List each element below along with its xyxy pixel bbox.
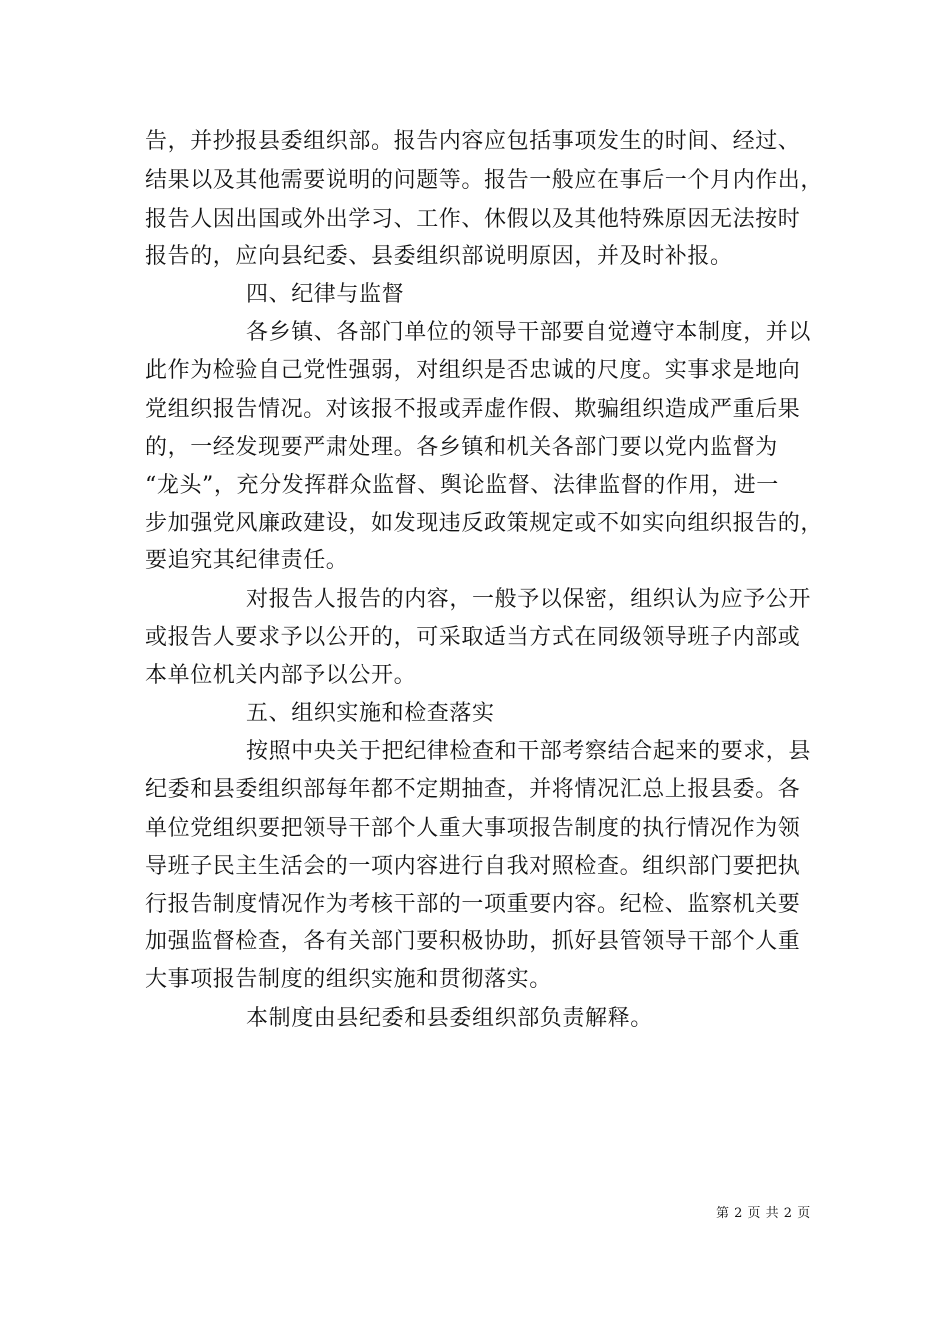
body-text-line: 本制度由县纪委和县委组织部负责解释。 — [246, 1006, 653, 1031]
body-text-line: “龙头”，充分发挥群众监督、舆论监督、法律监督的作用，进一 — [145, 473, 779, 498]
page-number-footer: 第 2 页 共 2 页 — [716, 1206, 811, 1221]
body-text-line: 报告的，应向县纪委、县委组织部说明原因，并及时补报。 — [145, 244, 733, 269]
body-text-line: 告，并抄报县委组织部。报告内容应包括事项发生的时间、经过、 — [145, 129, 801, 154]
body-text-line: 此作为检验自己党性强弱，对组织是否忠诚的尺度。实事求是地向 — [145, 358, 801, 383]
body-text-line: 或报告人要求予以公开的，可采取适当方式在同级领导班子内部或 — [145, 625, 801, 650]
section-heading: 五、组织实施和检查落实 — [246, 701, 495, 726]
body-text-line: 单位党组织要把领导干部个人重大事项报告制度的执行情况作为领 — [145, 816, 801, 841]
body-text-line: 党组织报告情况。对该报不报或弄虚作假、欺骗组织造成严重后果 — [145, 397, 801, 422]
body-text-line: 行报告制度情况作为考核干部的一项重要内容。纪检、监察机关要 — [145, 892, 801, 917]
body-text-line: 加强监督检查，各有关部门要积极协助，抓好县管领导干部个人重 — [145, 929, 801, 954]
body-text-line: 步加强党风廉政建设，如发现违反政策规定或不如实向组织报告的， — [145, 511, 824, 536]
section-heading: 四、纪律与监督 — [246, 282, 405, 307]
body-text-line: 要追究其纪律责任。 — [145, 548, 349, 573]
body-text-line: 导班子民主生活会的一项内容进行自我对照检查。组织部门要把执 — [145, 854, 801, 879]
body-text-line: 按照中央关于把纪律检查和干部考察结合起来的要求，县 — [246, 739, 812, 764]
body-text-line: 的，一经发现要严肃处理。各乡镇和机关各部门要以党内监督为 — [145, 435, 778, 460]
body-text-line: 大事项报告制度的组织实施和贯彻落实。 — [145, 967, 552, 992]
body-text-line: 本单位机关内部予以公开。 — [145, 663, 417, 688]
body-text-line: 各乡镇、各部门单位的领导干部要自觉遵守本制度，并以 — [246, 320, 812, 345]
body-text-line: 报告人因出国或外出学习、工作、休假以及其他特殊原因无法按时 — [145, 207, 801, 232]
body-text-line: 结果以及其他需要说明的问题等。报告一般应在事后一个月内作出， — [145, 168, 824, 193]
body-text-line: 纪委和县委组织部每年都不定期抽查，并将情况汇总上报县委。各 — [145, 777, 801, 802]
body-text-line: 对报告人报告的内容，一般予以保密，组织认为应予公开 — [246, 587, 812, 612]
